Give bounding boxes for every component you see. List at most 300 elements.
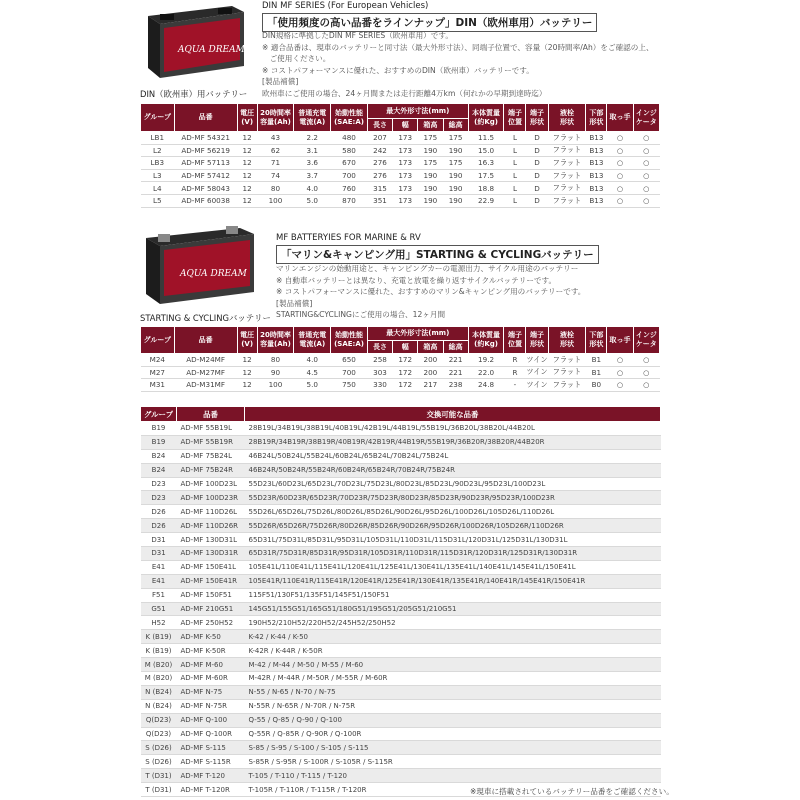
table-cell: H52 [141,616,177,630]
table-cell: フラット [548,194,586,207]
table-cell: L2 [141,144,175,157]
table-row [141,755,661,769]
table-cell: ○ [607,379,633,392]
compatible-list-cell: K-42 / K-44 / K-50 [245,630,661,644]
col-header-total-height: 総高 [443,341,468,354]
table-cell: フラット [548,379,586,392]
table-cell: AD-MF 100D23L [177,477,245,491]
table-cell: 80 [257,354,294,367]
table-cell: ツイン [526,366,548,379]
table-cell: 190 [418,144,443,157]
col-header-width: 幅 [393,341,418,354]
marine-battery-image [140,222,260,310]
col-header-dims: 最大外形寸法(mm) [367,327,468,341]
compatible-list-cell: K-42R / K-44R / K-50R [245,644,661,658]
table-cell: D31 [141,533,177,547]
din-battery-caption: DIN（欧州車）用バッテリー [140,89,248,99]
table-cell: 670 [331,157,368,170]
table-cell: フラット [548,169,586,182]
table-cell: 12 [237,379,257,392]
table-cell: フラット [548,157,586,170]
table-cell: AD-M24MF [174,354,237,367]
table-row [141,533,661,547]
col-header-weight: 本体質量 (約Kg) [468,104,504,132]
table-cell: AD-MF 130D31L [177,533,245,547]
table-row [141,157,660,170]
col-header-width: 幅 [393,119,418,132]
compatible-list-cell: 55D23R/60D23R/65D23R/70D23R/75D23R/80D23R/85D23R/90D23R/95D23R/100D23R [245,491,661,505]
table-cell: 221 [443,366,468,379]
table-cell: L [504,182,526,195]
table-cell: B1 [586,354,607,367]
table-cell: 238 [443,379,468,392]
table-cell: 173 [393,194,418,207]
table-cell: D23 [141,477,177,491]
table-cell: 19.2 [468,354,504,367]
table-row [141,132,660,145]
table-cell: 700 [331,169,368,182]
table-cell: L [504,194,526,207]
col-header-group: グループ [141,327,175,354]
table-cell: ツイン [526,354,548,367]
table-cell: ○ [633,182,659,195]
compatible-list-cell: 105E41L/110E41L/115E41L/120E41L/125E41L/130E41L/135E41L/140E41L/145E41L/150E41L [245,560,661,574]
table-row [141,699,661,713]
table-cell: フラット [548,132,586,145]
table-cell: D23 [141,491,177,505]
table-cell: D [526,132,548,145]
table-cell: 12 [237,366,257,379]
table-cell: 190 [443,194,468,207]
table-cell: G51 [141,602,177,616]
table-row [141,182,660,195]
compatible-list-cell: M-42R / M-44R / M-50R / M-55R / M-60R [245,672,661,686]
table-row [141,477,661,491]
table-cell: M31 [141,379,175,392]
table-row [141,354,660,367]
table-row [141,519,661,533]
table-cell: 190 [443,182,468,195]
table-cell: 22.0 [468,366,504,379]
table-cell: B24 [141,463,177,477]
table-row [141,491,661,505]
din-brand-logo: AQUA DREAM [178,45,245,55]
table-cell: 258 [367,354,392,367]
table-cell: M27 [141,366,175,379]
compatible-list-cell: S-85 / S-95 / S-100 / S-105 / S-115 [245,741,661,755]
table-cell: 480 [331,132,368,145]
table-row [141,685,661,699]
table-cell: B13 [586,132,607,145]
table-row [141,379,660,392]
col-header-part: 品番 [174,104,237,132]
table-cell: S (D26) [141,755,177,769]
table-row [141,713,661,727]
table-cell: D [526,169,548,182]
table-cell: B13 [586,194,607,207]
table-row [141,769,661,783]
table-cell: ○ [633,379,659,392]
col-header-capacity: 20時間率 容量(Ah) [257,327,294,354]
table-cell: 750 [331,379,368,392]
col-header-box-height: 箱高 [418,119,443,132]
table-cell: N (B24) [141,685,177,699]
table-cell: 175 [418,157,443,170]
table-row [141,144,660,157]
table-cell: 71 [257,157,294,170]
col-header-handle: 取っ手 [607,327,633,354]
table-cell: AD-MF 55B19R [177,435,245,449]
col-header-terminal-shape: 端子 形状 [526,327,548,354]
col-header-length: 長さ [367,341,392,354]
table-cell: F51 [141,588,177,602]
table-cell: AD-MF 57113 [174,157,237,170]
table-cell: 190 [418,194,443,207]
table-row [141,658,661,672]
table-cell: ○ [633,354,659,367]
table-cell: ツイン [526,379,548,392]
table-row [141,644,661,658]
col-header-charge-current: 普通充電 電流(A) [294,104,331,132]
table-row [141,463,661,477]
table-cell: 276 [367,157,392,170]
table-cell: AD-M27MF [174,366,237,379]
table-cell: N (B24) [141,699,177,713]
table-cell: 12 [237,354,257,367]
table-cell: 172 [393,354,418,367]
table-cell: 12 [237,157,257,170]
table-cell: AD-MF Q-100R [177,727,245,741]
table-cell: AD-MF 55B19L [177,422,245,436]
table-cell: ○ [607,182,633,195]
marine-title: 「マリン&キャンピング用」STARTING & CYCLINGバッテリー [276,245,599,264]
table-cell: 175 [443,157,468,170]
table-cell: 315 [367,182,392,195]
table-cell: 221 [443,354,468,367]
compatible-list-cell: N-55 / N-65 / N-70 / N-75 [245,685,661,699]
table-cell: 43 [257,132,294,145]
din-title: 「使用頻度の高い品番をラインナップ」DIN（欧州車用）バッテリー [262,13,597,32]
col-header-group: グループ [141,104,175,132]
marine-spec-table [140,326,660,392]
table-cell: B13 [586,157,607,170]
table-cell: 24.8 [468,379,504,392]
compatible-list-cell: 46B24R/50B24R/55B24R/60B24R/65B24R/70B24R/75B24R [245,463,661,477]
table-cell: - [504,379,526,392]
col-header-charge-current: 普通充電 電流(A) [294,327,331,354]
col-header-part: 品番 [174,327,237,354]
compatible-list-cell: 28B19L/34B19L/38B19L/40B19L/42B19L/44B19L/55B19L/36B20L/38B20L/44B20L [245,422,661,436]
table-row [141,194,660,207]
table-cell: AD-MF 75B24L [177,449,245,463]
table-row [141,672,661,686]
table-cell: AD-MF K-50R [177,644,245,658]
table-cell: R [504,366,526,379]
marine-description: マリンエンジンの始動用途と、キャンピングカーの電源出力、サイクル用途のバッテリー ※ 自動車バッテリーとは異なり、充電と放電を繰り返すサイクルバッテリーです。 ※ コストパフォーマンスに優れた、おすすめのマリン&キャンピング用のバッテリーです。 [製品補償] STARTING&CYCLINGにご使用の場合、12ヶ月間 [276,264,586,320]
din-spec-table [140,103,660,208]
table-cell: ○ [607,366,633,379]
table-cell: 17.5 [468,169,504,182]
compatible-list-cell: 46B24L/50B24L/55B24L/60B24L/65B24L/70B24L/75B24L [245,449,661,463]
table-cell: ○ [633,132,659,145]
table-cell: AD-MF 60038 [174,194,237,207]
din-battery-image [140,2,250,84]
table-cell: 3.7 [294,169,331,182]
table-cell: AD-MF 56219 [174,144,237,157]
table-cell: 16.3 [468,157,504,170]
table-row [141,727,661,741]
table-cell: フラット [548,182,586,195]
compatible-list-cell: T-105R / T-110R / T-115R / T-120R [245,783,661,797]
table-cell: 18.8 [468,182,504,195]
table-cell: ○ [607,144,633,157]
table-cell: AD-MF 150F51 [177,588,245,602]
table-cell: AD-MF S-115 [177,741,245,755]
table-cell: 12 [237,182,257,195]
col-header-part: 品番 [177,407,245,422]
table-cell: K (B19) [141,630,177,644]
table-row [141,741,661,755]
table-cell: B1 [586,366,607,379]
table-cell: K (B19) [141,644,177,658]
table-row [141,574,661,588]
compatible-list-cell: 190H52/210H52/220H52/245H52/250H52 [245,616,661,630]
table-cell: 4.5 [294,366,331,379]
table-cell: 100 [257,194,294,207]
table-cell: 351 [367,194,392,207]
table-cell: D [526,157,548,170]
table-row [141,366,660,379]
table-row [141,435,661,449]
col-header-length: 長さ [367,119,392,132]
table-cell: 4.0 [294,182,331,195]
table-cell: 175 [418,132,443,145]
table-cell: 173 [393,132,418,145]
table-cell: AD-MF K-50 [177,630,245,644]
col-header-liquid-cap: 液栓 形状 [548,327,586,354]
din-series-header: DIN MF SERIES (For European Vehicles) [262,1,429,11]
table-cell: 4.0 [294,354,331,367]
table-cell: AD-MF T-120 [177,769,245,783]
table-row [141,547,661,561]
table-cell: L [504,169,526,182]
marine-battery-caption: STARTING & CYCLINGバッテリー [140,313,271,323]
table-cell: D26 [141,519,177,533]
table-cell: 760 [331,182,368,195]
compatible-list-cell: 115F51/130F51/135F51/145F51/150F51 [245,588,661,602]
table-cell: 5.0 [294,194,331,207]
table-cell: D [526,144,548,157]
table-row [141,422,661,436]
table-cell: AD-MF Q-100 [177,713,245,727]
table-cell: Q(D23) [141,727,177,741]
table-cell: 200 [418,354,443,367]
table-cell: ○ [607,169,633,182]
table-cell: AD-MF N-75 [177,685,245,699]
table-cell: 62 [257,144,294,157]
table-cell: 190 [418,169,443,182]
table-cell: 74 [257,169,294,182]
table-cell: 172 [393,379,418,392]
col-header-handle: 取っ手 [607,104,633,132]
table-cell: 173 [393,169,418,182]
table-cell: L [504,132,526,145]
col-header-bottom: 下部 形状 [586,104,607,132]
col-header-dims: 最大外形寸法(mm) [367,104,468,119]
table-cell: 303 [367,366,392,379]
compatible-list-cell: 55D26R/65D26R/75D26R/80D26R/85D26R/90D26R/95D26R/100D26R/105D26R/110D26R [245,519,661,533]
col-header-terminal-pos: 端子 位置 [504,104,526,132]
exchange-table [140,406,661,797]
table-cell: AD-MF S-115R [177,755,245,769]
table-cell: 276 [367,169,392,182]
table-cell: ○ [633,169,659,182]
table-cell: AD-MF 150E41L [177,560,245,574]
table-cell: B19 [141,422,177,436]
table-cell: T (D31) [141,769,177,783]
table-cell: B13 [586,144,607,157]
table-row [141,449,661,463]
table-cell: E41 [141,560,177,574]
table-cell: AD-MF 210G51 [177,602,245,616]
col-header-volt: 電圧 (V) [237,327,257,354]
compatible-list-cell: M-42 / M-44 / M-50 / M-55 / M-60 [245,658,661,672]
table-cell: M24 [141,354,175,367]
table-row [141,560,661,574]
table-cell: AD-MF 110D26L [177,505,245,519]
table-cell: 172 [393,366,418,379]
col-header-capacity: 20時間率 容量(Ah) [257,104,294,132]
table-cell: 173 [393,182,418,195]
table-row [141,602,661,616]
col-header-box-height: 箱高 [418,341,443,354]
table-cell: ○ [633,366,659,379]
table-cell: ○ [633,194,659,207]
table-cell: 90 [257,366,294,379]
table-cell: フラット [548,144,586,157]
table-cell: B13 [586,182,607,195]
table-row [141,630,661,644]
table-cell: 22.9 [468,194,504,207]
table-cell: AD-MF 150E41R [177,574,245,588]
col-header-bottom: 下部 形状 [586,327,607,354]
table-cell: 190 [443,169,468,182]
table-cell: B13 [586,169,607,182]
table-cell: Q(D23) [141,713,177,727]
table-cell: ○ [607,132,633,145]
table-cell: 12 [237,144,257,157]
table-cell: AD-MF M-60 [177,658,245,672]
table-row [141,616,661,630]
table-row [141,588,661,602]
table-cell: 200 [418,366,443,379]
table-cell: D [526,182,548,195]
table-cell: 330 [367,379,392,392]
compatible-list-cell: 55D26L/65D26L/75D26L/80D26L/85D26L/90D26L/95D26L/100D26L/105D26L/110D26L [245,505,661,519]
table-cell: LB1 [141,132,175,145]
col-header-indicator: インジ ケータ [633,104,659,132]
compatible-list-cell: S-85R / S-95R / S-100R / S-105R / S-115R [245,755,661,769]
table-cell: M (B20) [141,658,177,672]
table-cell: L3 [141,169,175,182]
table-cell: 190 [443,144,468,157]
compatible-list-cell: 55D23L/60D23L/65D23L/70D23L/75D23L/80D23L/85D23L/90D23L/95D23L/100D23L [245,477,661,491]
table-cell: 173 [393,144,418,157]
compatible-list-cell: T-105 / T-110 / T-115 / T-120 [245,769,661,783]
table-cell: 12 [237,169,257,182]
compatible-list-cell: 145G51/155G51/165G51/180G51/195G51/205G51/210G51 [245,602,661,616]
table-cell: ○ [633,144,659,157]
table-cell: 5.0 [294,379,331,392]
table-cell: ○ [607,157,633,170]
col-header-terminal-shape: 端子 形状 [526,104,548,132]
table-cell: 650 [331,354,368,367]
table-cell: L5 [141,194,175,207]
table-cell: 700 [331,366,368,379]
compatible-list-cell: 105E41R/110E41R/115E41R/120E41R/125E41R/130E41R/135E41R/140E41R/145E41R/150E41R [245,574,661,588]
col-header-total-height: 総高 [443,119,468,132]
table-cell: L [504,144,526,157]
table-cell: 2.2 [294,132,331,145]
table-cell: 173 [393,157,418,170]
table-cell: AD-MF 250H52 [177,616,245,630]
compatible-list-cell: Q-55R / Q-85R / Q-90R / Q-100R [245,727,661,741]
col-header-start: 始動性能 (SAE:A) [331,104,368,132]
col-header-start: 始動性能 (SAE:A) [331,327,368,354]
table-cell: R [504,354,526,367]
col-header-terminal-pos: 端子 位置 [504,327,526,354]
table-cell: D [526,194,548,207]
table-cell: 242 [367,144,392,157]
table-cell: L [504,157,526,170]
table-cell: 15.0 [468,144,504,157]
table-cell: 12 [237,132,257,145]
table-cell: 175 [443,132,468,145]
table-cell: S (D26) [141,741,177,755]
col-header-liquid-cap: 液栓 形状 [548,104,586,132]
table-cell: AD-MF N-75R [177,699,245,713]
table-cell: T (D31) [141,783,177,797]
compatible-list-cell: 65D31R/75D31R/85D31R/95D31R/105D31R/110D31R/115D31R/120D31R/125D31R/130D31R [245,547,661,561]
table-cell: 80 [257,182,294,195]
table-cell: 580 [331,144,368,157]
table-cell: M (B20) [141,672,177,686]
table-cell: D26 [141,505,177,519]
table-cell: 100 [257,379,294,392]
table-cell: フラット [548,354,586,367]
table-cell: AD-MF 58043 [174,182,237,195]
table-cell: 217 [418,379,443,392]
table-cell: AD-MF M-60R [177,672,245,686]
col-header-weight: 本体質量 (約Kg) [468,327,504,354]
compatible-list-cell: N-55R / N-65R / N-70R / N-75R [245,699,661,713]
marine-series-header: MF BATTERYIES FOR MARINE & RV [276,233,421,243]
compatible-list-cell: 65D31L/75D31L/85D31L/95D31L/105D31L/110D31L/115D31L/120D31L/125D31L/130D31L [245,533,661,547]
table-cell: 207 [367,132,392,145]
table-cell: 11.5 [468,132,504,145]
table-cell: AD-MF T-120R [177,783,245,797]
table-cell: AD-MF 75B24R [177,463,245,477]
table-cell: AD-MF 54321 [174,132,237,145]
table-cell: E41 [141,574,177,588]
table-cell: B0 [586,379,607,392]
din-description: DIN規格に準拠したDIN MF SERIES（欧州車用）です。 ※ 適合品番は、現車のバッテリーと同寸法（最大外形寸法）、同端子位置で、容量（20時間率/Ah）をご確認の上、 ご使用ください。 ※ コストパフォーマンスに優れた、おすすめのDIN（欧州車）バッテリーです。 [製品補償] 欧州車にご使用の場合、24ヶ月間または走行距離4万km（何れかの早期到達時迄） [262,31,654,98]
table-cell: AD-M31MF [174,379,237,392]
table-cell: 3.6 [294,157,331,170]
table-cell: ○ [633,157,659,170]
col-header-indicator: インジ ケータ [633,327,659,354]
compatible-list-cell: 28B19R/34B19R/38B19R/40B19R/42B19R/44B19R/55B19R/36B20R/38B20R/44B20R [245,435,661,449]
